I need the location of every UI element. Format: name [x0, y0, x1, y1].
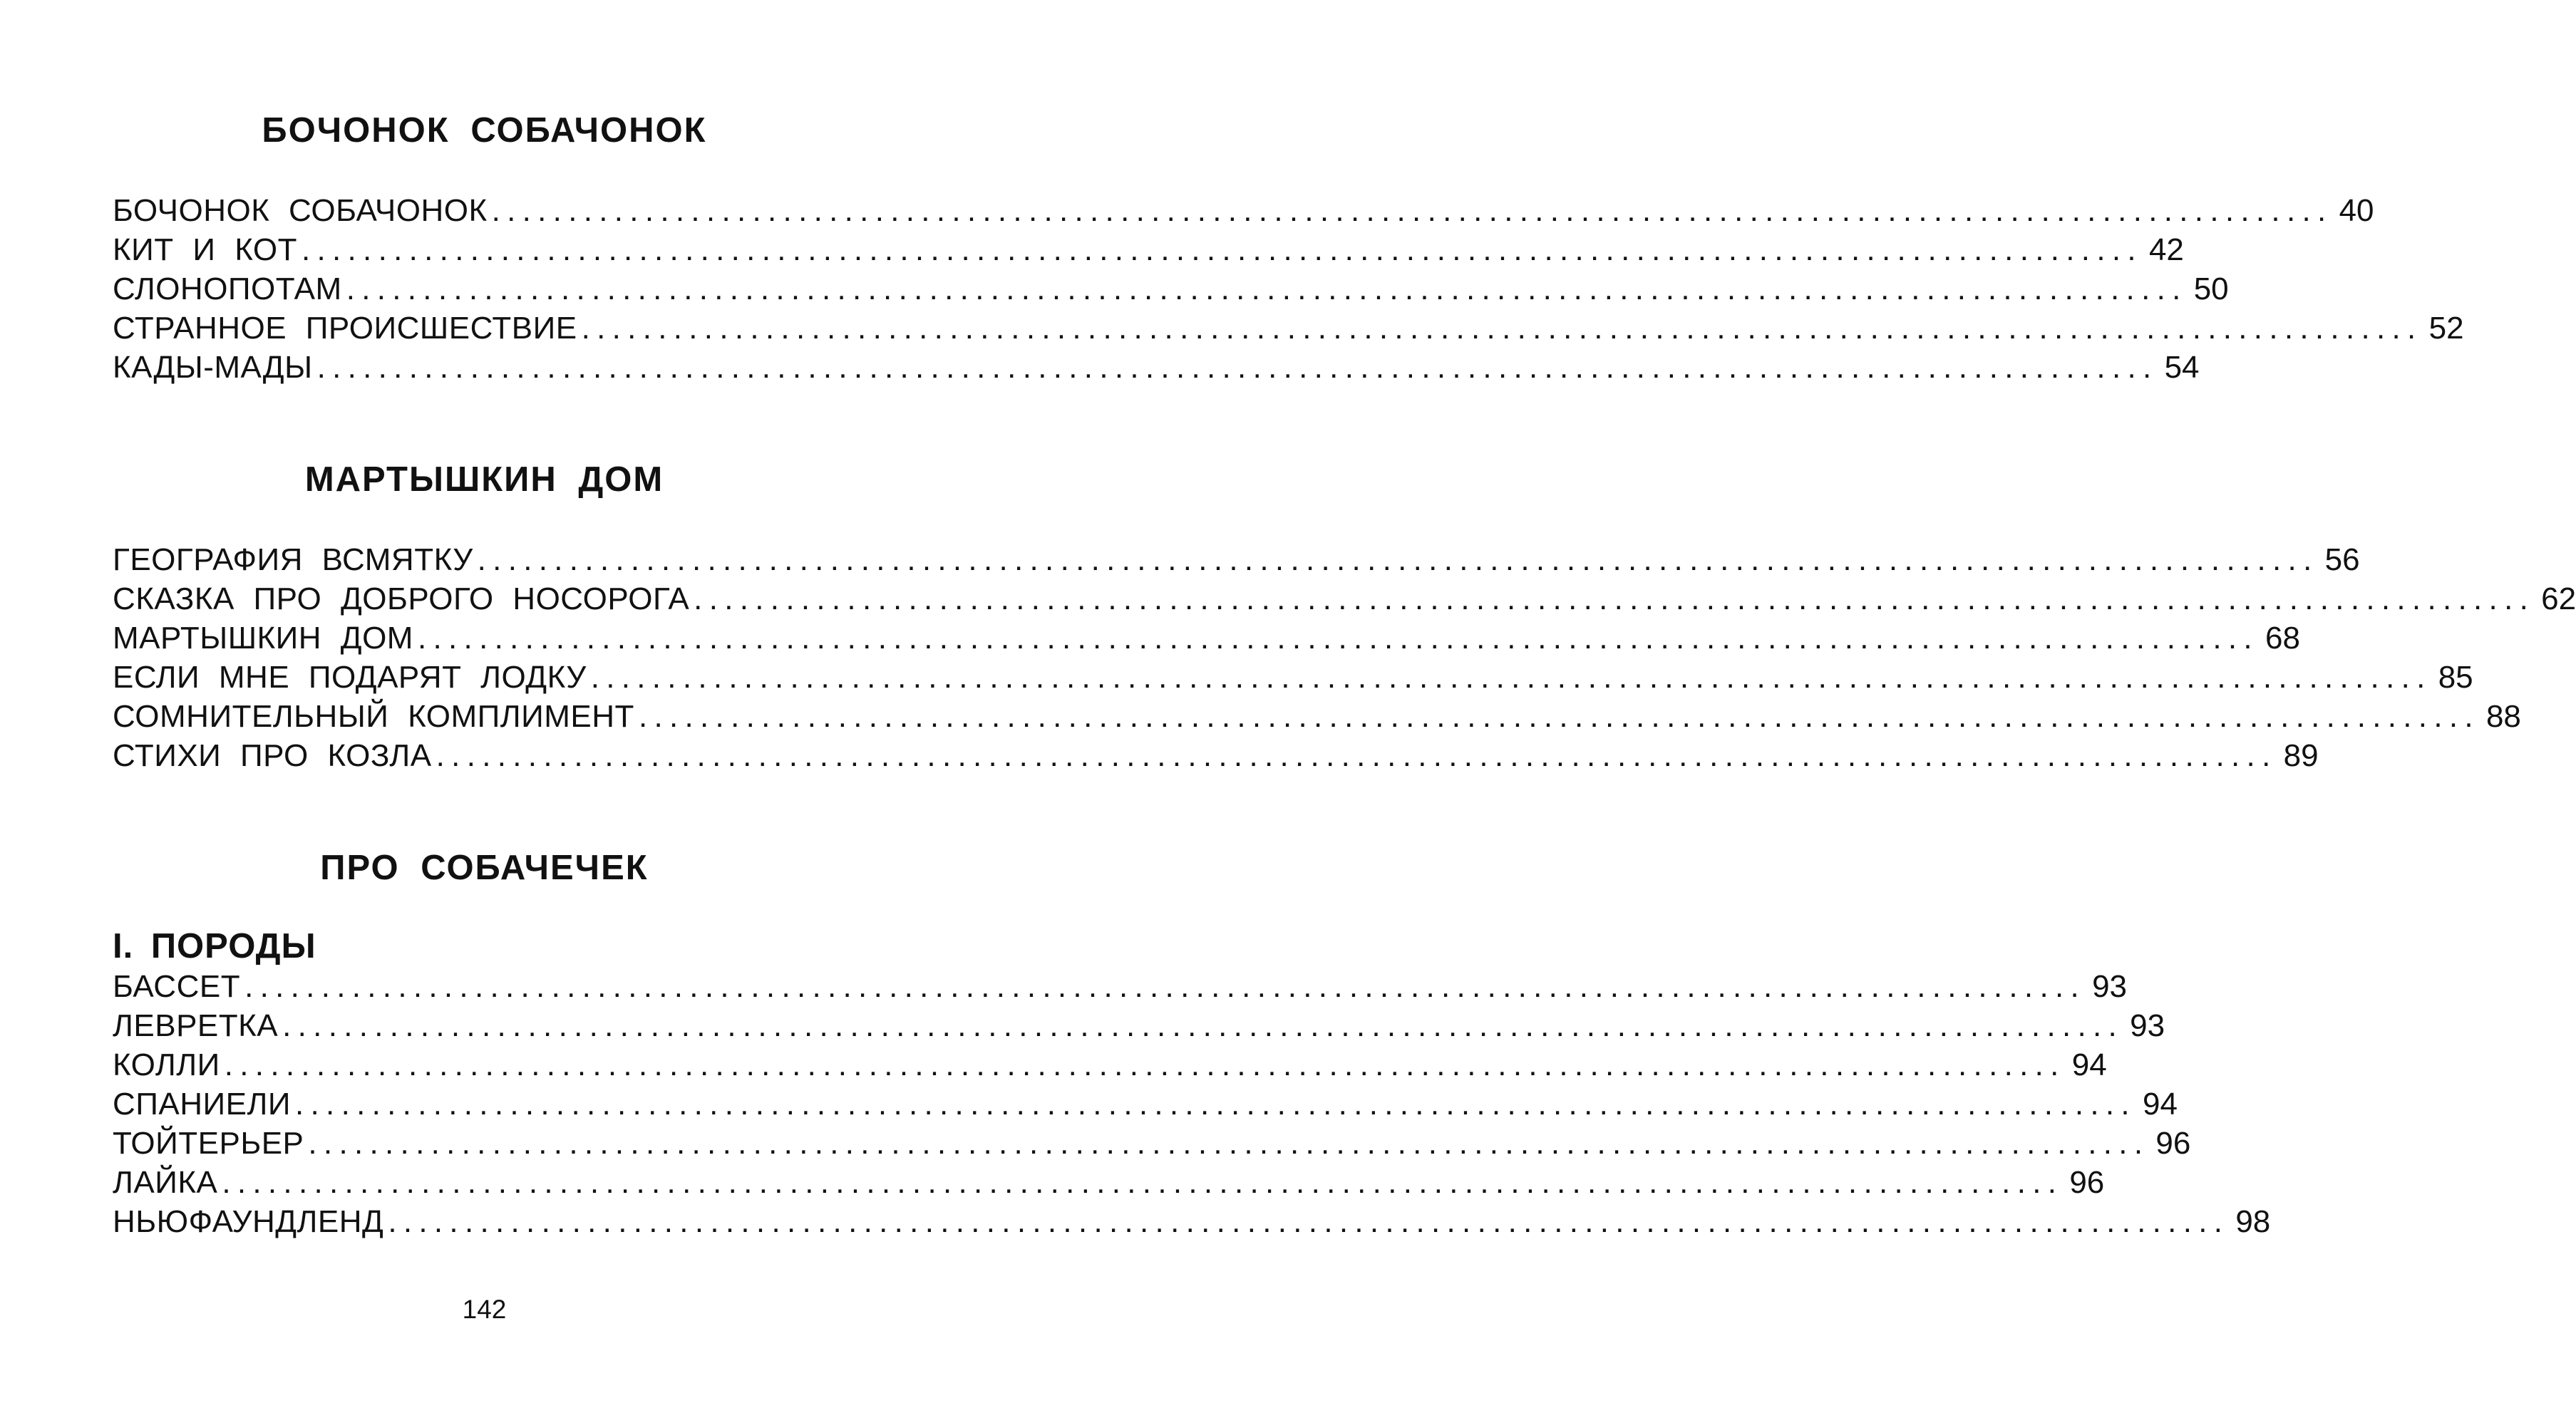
dot-leader: ........................................................................................................................ [222, 1165, 2064, 1200]
toc-entry-title: НЬЮФАУНДЛЕНД [113, 1204, 384, 1239]
toc-entry-page: 93 [2130, 1008, 2165, 1043]
toc-entry[interactable] [113, 618, 2300, 658]
toc-entry[interactable] [113, 1006, 2165, 1045]
toc-entry[interactable] [113, 1124, 2191, 1163]
toc-entry-page: 40 [2339, 193, 2374, 228]
dot-leader: ........................................................................................................................ [388, 1204, 2230, 1239]
toc-entry[interactable] [113, 1163, 2105, 1202]
toc-entry-page: 89 [2283, 738, 2319, 773]
toc-entry[interactable] [113, 1045, 2107, 1084]
toc-entry-title: ГЕОГРАФИЯ ВСМЯТКУ [113, 542, 473, 577]
toc-entry[interactable] [113, 540, 2360, 579]
toc-entry-title: СПАНИЕЛИ [113, 1087, 291, 1122]
toc-list-section-2 [113, 540, 2576, 775]
dot-leader: ........................................................................................................................ [282, 1008, 2124, 1043]
toc-entry-title: МАРТЫШКИН ДОМ [113, 621, 413, 656]
dot-leader: ........................................................................................................................ [491, 193, 2333, 228]
toc-list-section-3 [113, 967, 2271, 1241]
toc-entry-title: КАДЫ-МАДЫ [113, 350, 313, 385]
toc-entry-page: 96 [2155, 1126, 2191, 1161]
toc-entry-title: БОЧОНОК СОБАЧОНОК [113, 193, 488, 228]
dot-leader: ........................................................................................................................ [301, 232, 2143, 267]
dot-leader: ........................................................................................................................ [590, 660, 2432, 695]
dot-leader: ........................................................................................................................ [316, 350, 2158, 385]
toc-entry-title: БАССЕТ [113, 969, 241, 1004]
dot-leader: ........................................................................................................................ [581, 311, 2423, 346]
toc-entry[interactable] [113, 191, 2374, 230]
toc-entry-title: СТИХИ ПРО КОЗЛА [113, 738, 432, 773]
toc-list-section-1 [113, 191, 2464, 387]
toc-entry[interactable] [113, 269, 2229, 309]
dot-leader: ........................................................................................................................ [694, 581, 2535, 616]
toc-entry-page: 94 [2071, 1047, 2107, 1082]
section-title-bochonok-sobachonok: БОЧОНОК СОБАЧОНОК [262, 111, 707, 150]
toc-entry[interactable] [113, 1084, 2178, 1124]
toc-entry-page: 56 [2324, 542, 2360, 577]
dot-leader: ........................................................................................................................ [436, 738, 2277, 773]
toc-entry[interactable] [113, 967, 2128, 1006]
toc-entry[interactable] [113, 579, 2576, 618]
toc-entry-page: 93 [2092, 969, 2128, 1004]
toc-entry[interactable] [113, 658, 2473, 697]
toc-entry-title: СЛОНОПОТАМ [113, 271, 342, 306]
toc-entry[interactable] [113, 736, 2319, 775]
toc-entry-page: 62 [2541, 581, 2576, 616]
toc-entry-page: 68 [2265, 621, 2300, 656]
toc-entry-title: КОЛЛИ [113, 1047, 220, 1082]
toc-entry-page: 94 [2143, 1087, 2178, 1122]
page-number: 142 [462, 1295, 507, 1324]
toc-entry-title: СКАЗКА ПРО ДОБРОГО НОСОРОГА [113, 581, 690, 616]
toc-entry-page: 85 [2438, 660, 2473, 695]
subsection-title-porody: I. ПОРОДЫ [113, 927, 316, 965]
toc-entry[interactable] [113, 348, 2200, 387]
dot-leader: ........................................................................................................................ [477, 542, 2319, 577]
section-title-martyshkin-dom: МАРТЫШКИН ДОМ [304, 460, 664, 499]
toc-entry-title: ЕСЛИ МНЕ ПОДАРЯТ ЛОДКУ [113, 660, 587, 695]
toc-entry-page: 50 [2193, 271, 2229, 306]
section-title-pro-sobachechek: ПРО СОБАЧЕЧЕК [320, 849, 649, 887]
dot-leader: ........................................................................................................................ [244, 969, 2086, 1004]
toc-entry-title: ЛЕВРЕТКА [113, 1008, 279, 1043]
toc-entry-title: ТОЙТЕРЬЕР [113, 1126, 304, 1161]
toc-entry-page: 98 [2235, 1204, 2271, 1239]
toc-entry[interactable] [113, 697, 2521, 736]
toc-entry[interactable] [113, 309, 2464, 348]
toc-entry-title: ЛАЙКА [113, 1165, 218, 1200]
dot-leader: ........................................................................................................................ [417, 621, 2259, 656]
toc-entry-title: КИТ И КОТ [113, 232, 297, 267]
toc-entry-page: 96 [2069, 1165, 2105, 1200]
dot-leader: ........................................................................................................................ [638, 699, 2480, 734]
toc-entry[interactable] [113, 230, 2184, 269]
toc-entry-page: 52 [2428, 311, 2464, 346]
toc-entry-title: СТРАННОЕ ПРОИСШЕСТВИЕ [113, 311, 577, 346]
dot-leader: ........................................................................................................................ [308, 1126, 2150, 1161]
dot-leader: ........................................................................................................................ [295, 1087, 2136, 1122]
toc-entry-page: 88 [2485, 699, 2521, 734]
toc-entry-title: СОМНИТЕЛЬНЫЙ КОМПЛИМЕНТ [113, 699, 634, 734]
toc-entry-page: 42 [2148, 232, 2184, 267]
toc-entry[interactable] [113, 1202, 2271, 1241]
toc-entry-page: 54 [2164, 350, 2200, 385]
dot-leader: ........................................................................................................................ [224, 1047, 2066, 1082]
dot-leader: ........................................................................................................................ [346, 271, 2188, 306]
